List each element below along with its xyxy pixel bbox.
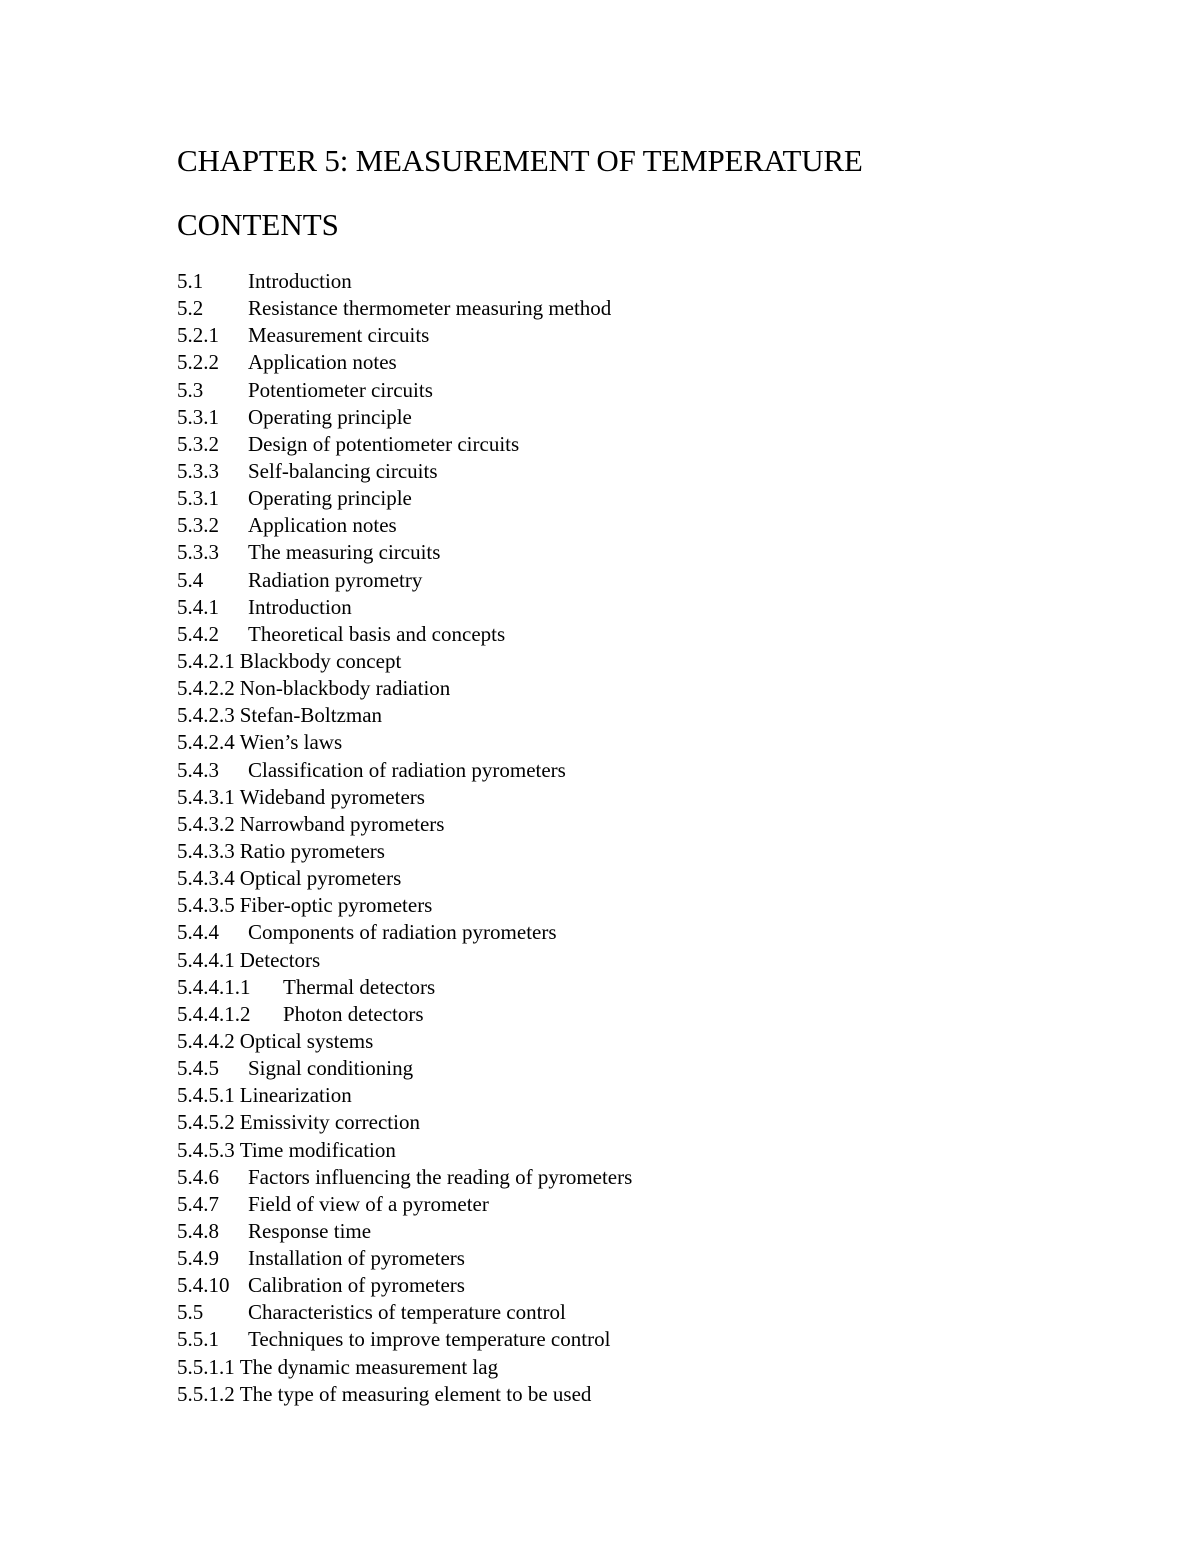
toc-entry-number: 5.4.3 xyxy=(177,757,219,782)
toc-entry xyxy=(177,757,632,784)
toc-entry-title: Optical systems xyxy=(239,1028,374,1053)
toc-entry-title: Fiber-optic pyrometers xyxy=(239,893,433,918)
toc-entry xyxy=(177,675,632,702)
toc-entry xyxy=(177,947,632,974)
toc-entry-number: 5.5.1.2 xyxy=(177,1381,235,1406)
toc-entry xyxy=(177,295,632,322)
toc-entry xyxy=(177,1354,632,1381)
toc-entry xyxy=(177,811,632,838)
toc-entry-title: Response time xyxy=(248,1218,372,1243)
toc-entry-number: 5.4.4.1 xyxy=(177,947,235,972)
toc-entry-number: 5.4.5.3 xyxy=(177,1137,235,1162)
toc-entry-title: Techniques to improve temperature control xyxy=(248,1327,611,1352)
toc-entry xyxy=(177,1381,632,1408)
toc-entry-title: Narrowband pyrometers xyxy=(239,811,445,836)
toc-entry-title: Photon detectors xyxy=(283,1001,424,1026)
toc-entry xyxy=(177,377,632,404)
toc-entry-title: Introduction xyxy=(248,594,352,619)
toc-entry-title: Ratio pyrometers xyxy=(239,838,385,863)
toc-entry-number: 5.4.9 xyxy=(177,1246,219,1271)
toc-entry-title: Blackbody concept xyxy=(239,648,402,673)
toc-entry-title: Theoretical basis and concepts xyxy=(248,621,506,646)
toc-entry-title: Operating principle xyxy=(248,404,412,429)
toc-entry xyxy=(177,268,632,295)
toc-entry xyxy=(177,892,632,919)
toc-entry-title: Measurement circuits xyxy=(248,323,430,348)
toc-entry xyxy=(177,404,632,431)
toc-entry-number: 5.4.5 xyxy=(177,1056,219,1081)
toc-entry-number: 5.2.1 xyxy=(177,323,219,348)
toc-entry-title: Stefan-Boltzman xyxy=(239,703,383,728)
toc-entry-number: 5.4.2.4 xyxy=(177,730,235,755)
toc-entry xyxy=(177,458,632,485)
table-of-contents xyxy=(177,268,632,1408)
toc-entry-number: 5.4.4 xyxy=(177,920,219,945)
toc-entry-number: 5.4.4.2 xyxy=(177,1028,235,1053)
toc-entry-title: Characteristics of temperature control xyxy=(248,1300,566,1325)
toc-entry-number: 5.4.10 xyxy=(177,1273,230,1298)
toc-entry xyxy=(177,1218,632,1245)
toc-entry xyxy=(177,838,632,865)
toc-entry-number: 5.4.3.1 xyxy=(177,784,235,809)
toc-entry-number: 5.3 xyxy=(177,377,204,402)
toc-entry-title: Potentiometer circuits xyxy=(248,377,433,402)
toc-entry xyxy=(177,865,632,892)
toc-entry-number: 5.4.3.4 xyxy=(177,866,235,891)
toc-entry xyxy=(177,594,632,621)
toc-entry xyxy=(177,349,632,376)
toc-entry xyxy=(177,1028,632,1055)
toc-entry xyxy=(177,1082,632,1109)
toc-entry xyxy=(177,1137,632,1164)
toc-entry xyxy=(177,322,632,349)
toc-entry-title: Detectors xyxy=(239,947,321,972)
toc-entry-title: Field of view of a pyrometer xyxy=(248,1191,489,1216)
toc-entry xyxy=(177,512,632,539)
toc-entry-number: 5.5.1.1 xyxy=(177,1354,235,1379)
toc-entry-number: 5.2.2 xyxy=(177,350,219,375)
toc-entry-number: 5.4.4.1.2 xyxy=(177,1001,251,1026)
toc-entry-number: 5.4.4.1.1 xyxy=(177,974,251,999)
toc-entry-title: The type of measuring element to be used xyxy=(239,1381,592,1406)
toc-entry-title: Introduction xyxy=(248,269,352,293)
toc-entry xyxy=(177,1272,632,1299)
toc-entry xyxy=(177,974,632,1001)
toc-entry-number: 5.3.3 xyxy=(177,458,219,483)
toc-entry xyxy=(177,1164,632,1191)
toc-entry-title: Wideband pyrometers xyxy=(239,784,425,809)
toc-entry-title: Factors influencing the reading of pyrometers xyxy=(248,1164,633,1189)
toc-entry-title: Classification of radiation pyrometers xyxy=(248,757,566,782)
toc-entry-title: Application notes xyxy=(248,513,397,538)
toc-entry xyxy=(177,702,632,729)
toc-entry xyxy=(177,1326,632,1353)
toc-entry xyxy=(177,1245,632,1272)
toc-entry xyxy=(177,648,632,675)
toc-entry-title: Optical pyrometers xyxy=(239,866,402,891)
toc-entry-number: 5.4.3.3 xyxy=(177,838,235,863)
toc-entry-title: Linearization xyxy=(239,1083,352,1108)
toc-entry-number: 5.4.6 xyxy=(177,1164,219,1189)
toc-entry-number: 5.4.3.2 xyxy=(177,811,235,836)
toc-entry-number: 5.2 xyxy=(177,296,204,321)
toc-entry-title: Operating principle xyxy=(248,486,412,511)
toc-entry-title: The measuring circuits xyxy=(248,540,441,565)
toc-entry-title: The dynamic measurement lag xyxy=(239,1354,499,1379)
toc-entry-number: 5.4.8 xyxy=(177,1218,219,1243)
toc-entry-title: Emissivity correction xyxy=(239,1110,420,1135)
toc-entry-title: Non-blackbody radiation xyxy=(239,676,451,701)
toc-entry-title: Signal conditioning xyxy=(248,1056,414,1081)
toc-entry-number: 5.3.2 xyxy=(177,431,219,456)
toc-entry-title: Radiation pyrometry xyxy=(248,567,423,592)
toc-entry-title: Self-balancing circuits xyxy=(248,458,438,483)
toc-entry xyxy=(177,1055,632,1082)
toc-entry xyxy=(177,784,632,811)
toc-entry-title: Time modification xyxy=(239,1137,396,1162)
toc-entry-number: 5.3.3 xyxy=(177,540,219,565)
toc-entry-number: 5.4.1 xyxy=(177,594,219,619)
toc-entry xyxy=(177,729,632,756)
toc-entry xyxy=(177,1191,632,1218)
toc-entry-number: 5.3.1 xyxy=(177,404,219,429)
toc-entry-number: 5.3.2 xyxy=(177,513,219,538)
toc-entry-number: 5.4 xyxy=(177,567,204,592)
toc-entry xyxy=(177,621,632,648)
toc-entry-number: 5.4.2.1 xyxy=(177,648,235,673)
contents-heading: CONTENTS xyxy=(177,207,339,242)
toc-entry-title: Installation of pyrometers xyxy=(248,1246,465,1271)
toc-entry-number: 5.4.7 xyxy=(177,1191,219,1216)
toc-entry-number: 5.4.5.2 xyxy=(177,1110,235,1135)
toc-entry-title: Application notes xyxy=(248,350,397,375)
toc-entry xyxy=(177,539,632,566)
toc-entry xyxy=(177,431,632,458)
toc-entry-title: Calibration of pyrometers xyxy=(248,1273,465,1298)
toc-entry-number: 5.5.1 xyxy=(177,1327,219,1352)
toc-entry xyxy=(177,1001,632,1028)
toc-entry-number: 5.4.2 xyxy=(177,621,219,646)
toc-entry-number: 5.4.3.5 xyxy=(177,893,235,918)
toc-entry-number: 5.4.5.1 xyxy=(177,1083,235,1108)
chapter-title: CHAPTER 5: MEASUREMENT OF TEMPERATURE xyxy=(177,143,863,178)
toc-entry-title: Components of radiation pyrometers xyxy=(248,920,557,945)
toc-entry xyxy=(177,567,632,594)
toc-entry xyxy=(177,919,632,946)
toc-entry-title: Thermal detectors xyxy=(283,974,436,999)
toc-entry-title: Wien’s laws xyxy=(239,730,343,755)
toc-entry xyxy=(177,485,632,512)
toc-entry-number: 5.3.1 xyxy=(177,486,219,511)
toc-entry-number: 5.1 xyxy=(177,269,204,293)
toc-entry-number: 5.5 xyxy=(177,1300,204,1325)
toc-entry-number: 5.4.2.3 xyxy=(177,703,235,728)
toc-entry xyxy=(177,1299,632,1326)
toc-entry-title: Design of potentiometer circuits xyxy=(248,431,520,456)
toc-entry-title: Resistance thermometer measuring method xyxy=(248,296,612,321)
toc-entry-number: 5.4.2.2 xyxy=(177,676,235,701)
toc-entry xyxy=(177,1109,632,1136)
